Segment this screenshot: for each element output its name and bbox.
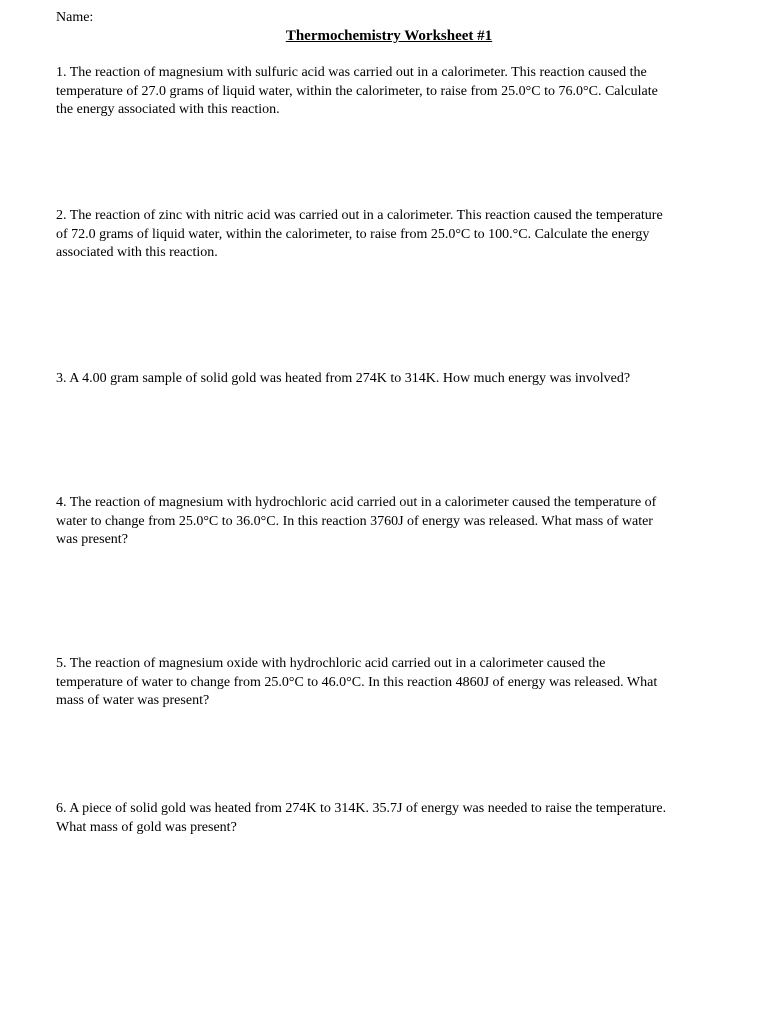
question-line: mass of water was present? — [56, 693, 210, 708]
page-title: Thermochemistry Worksheet #1 — [285, 28, 493, 44]
question-line: associated with this reaction. — [56, 245, 218, 260]
question-4 — [56, 494, 728, 550]
question-line: 3. A 4.00 gram sample of solid gold was heated from 274K to 314K. How much energy was involved? — [56, 371, 631, 386]
question-3 — [56, 370, 728, 389]
question-line: 6. A piece of solid gold was heated from 274K to 314K. 35.7J of energy was needed to raise the temperature. — [56, 801, 667, 816]
question-line: 5. The reaction of magnesium oxide with hydrochloric acid carried out in a calorimeter caused the — [56, 656, 606, 671]
question-line: 2. The reaction of zinc with nitric acid was carried out in a calorimeter. This reaction caused the temperature — [56, 208, 663, 223]
question-2 — [56, 207, 728, 263]
question-line: temperature of 27.0 grams of liquid water, within the calorimeter, to raise from 25.0°C to 76.0°C. Calculate — [56, 83, 658, 99]
question-line: the energy associated with this reaction. — [56, 102, 280, 117]
question-line: water to change from 25.0°C to 36.0°C. In this reaction 3760J of energy was released. What mass of water — [56, 513, 653, 529]
question-5 — [56, 655, 728, 711]
question-6 — [56, 800, 728, 837]
question-line: What mass of gold was present? — [56, 819, 237, 835]
question-line: temperature of water to change from 25.0°C to 46.0°C. In this reaction 4860J of energy was released. What — [56, 674, 658, 690]
question-line: 1. The reaction of magnesium with sulfuric acid was carried out in a calorimeter. This reaction caused the — [56, 65, 647, 80]
question-line: was present? — [56, 532, 128, 547]
name-label: Name: — [56, 10, 94, 25]
question-line: of 72.0 grams of liquid water, within the calorimeter, to raise from 25.0°C to 100.°C. Calculate the energy — [56, 226, 650, 242]
question-line: 4. The reaction of magnesium with hydrochloric acid carried out in a calorimeter caused the temperature of — [56, 495, 657, 510]
question-1 — [56, 64, 728, 120]
